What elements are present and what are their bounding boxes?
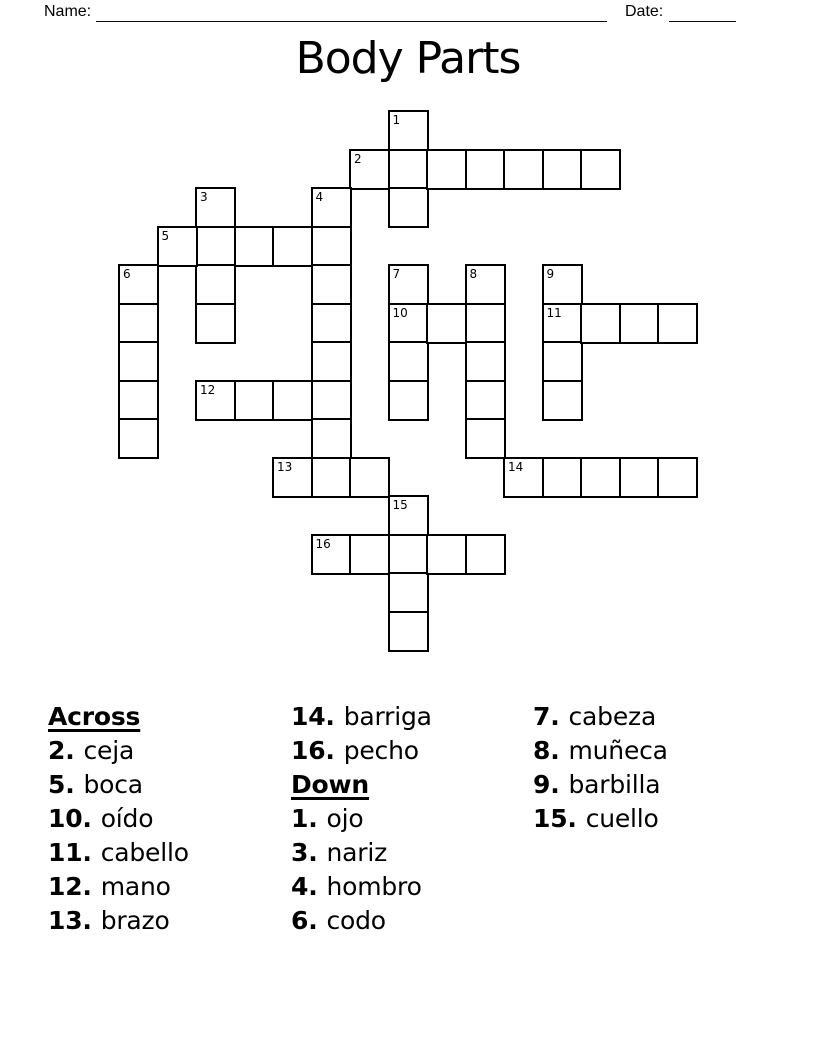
clue-text: brazo [100,906,170,935]
cell-number: 8 [469,267,478,281]
grid-cell[interactable] [657,457,698,498]
grid-cell[interactable] [311,457,352,498]
clue-number: 7. [533,702,560,731]
cell-number: 7 [392,267,401,281]
grid-cell[interactable] [311,380,352,421]
grid-cell[interactable] [388,572,429,613]
cell-number: 11 [546,305,562,320]
clue-text: barriga [343,702,432,731]
grid-cell[interactable] [580,457,621,498]
clue-item [291,700,432,734]
clue-number: 12. [48,872,92,901]
cell-number: 9 [546,267,555,281]
clue-item [291,802,432,836]
clue-text: muñeca [568,736,668,765]
cell-number: 5 [161,228,170,243]
grid-cell[interactable] [311,534,352,575]
clue-number: 9. [533,770,560,799]
cell-number: 1 [392,113,401,127]
clue-number: 10. [48,804,92,833]
cell-number: 15 [392,498,408,512]
grid-cell[interactable] [234,380,275,421]
clue-text: ojo [326,804,364,833]
clue-text: barbilla [568,770,661,799]
grid-cell[interactable] [349,457,390,498]
name-label: Name: [44,3,92,20]
clue-item [533,802,668,836]
grid-cell[interactable] [542,380,583,421]
grid-cell[interactable] [542,457,583,498]
grid-cell[interactable] [426,534,467,575]
clue-item [48,768,189,802]
clue-number: 13. [48,906,92,935]
clue-item [533,768,668,802]
clue-text: cabeza [568,702,657,731]
clue-item [291,734,432,768]
clues-column [48,700,189,938]
clue-number: 6. [291,906,318,935]
across-header: Across [48,702,141,731]
grid-cell[interactable] [503,457,544,498]
cell-number: 3 [200,190,208,204]
clue-text: mano [100,872,171,901]
clue-item [48,836,189,870]
grid-cell[interactable] [118,418,159,459]
grid-cell[interactable] [195,380,236,421]
grid-cell[interactable] [619,457,660,498]
clue-text: nariz [326,838,388,867]
clue-number: 1. [291,804,318,833]
cell-number: 16 [315,536,331,551]
cell-number: 14 [508,459,524,474]
grid-cell[interactable] [311,418,352,459]
clue-item [533,700,668,734]
clue-item [48,802,189,836]
clue-item [291,904,432,938]
grid-cell[interactable] [388,534,429,575]
clue-item [291,870,432,904]
cell-number: 4 [315,190,324,204]
page-title: Body Parts [295,33,521,84]
clue-number: 5. [48,770,75,799]
clue-text: boca [83,770,143,799]
clue-number: 2. [48,736,75,765]
clue-item [533,734,668,768]
cell-number: 13 [277,459,293,474]
clues-column [533,700,668,836]
grid-cell[interactable] [349,534,390,575]
clue-item [291,836,432,870]
grid-cell[interactable] [272,457,313,498]
cell-number: 12 [200,382,216,397]
grid-cell[interactable] [388,611,429,652]
clue-number: 14. [291,702,335,731]
clue-text: cuello [585,804,659,833]
grid-cell[interactable] [118,380,159,421]
grid-cell[interactable] [272,380,313,421]
cell-number: 2 [354,151,362,166]
clue-number: 15. [533,804,577,833]
clue-text: ceja [83,736,135,765]
clues-column [291,700,432,938]
clue-item [48,870,189,904]
clue-number: 8. [533,736,560,765]
clue-number: 11. [48,838,92,867]
grid-cell[interactable] [465,380,506,421]
date-label: Date: [625,3,664,20]
clue-text: oído [100,804,154,833]
cell-number: 6 [123,267,131,281]
cell-number: 10 [392,305,408,320]
clue-text: pecho [343,736,419,765]
clue-text: codo [326,906,386,935]
grid-cell[interactable] [388,380,429,421]
down-header: Down [291,770,370,799]
clue-number: 16. [291,736,335,765]
clue-text: cabello [100,838,189,867]
grid-cell[interactable] [388,495,429,536]
grid-cell[interactable] [465,534,506,575]
clue-item [48,904,189,938]
clue-item [48,734,189,768]
grid-cell[interactable] [465,418,506,459]
clue-text: hombro [326,872,422,901]
clue-number: 4. [291,872,318,901]
clue-number: 3. [291,838,318,867]
